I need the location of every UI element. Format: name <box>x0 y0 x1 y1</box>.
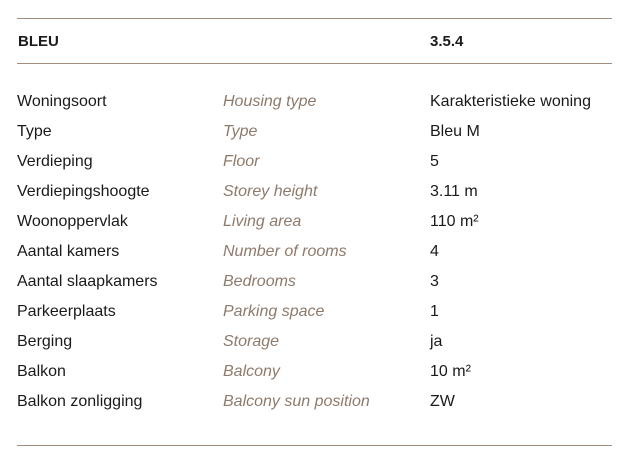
english-label: Housing type <box>223 93 317 110</box>
dutch-label: Verdieping <box>17 153 93 170</box>
spec-value: ZW <box>430 393 455 410</box>
spec-table <box>0 92 629 422</box>
table-row <box>0 302 629 332</box>
spec-value: Karakteristieke woning <box>430 93 591 110</box>
spec-value: 5 <box>430 153 439 170</box>
table-row <box>0 92 629 122</box>
dutch-label: Woningsoort <box>17 93 107 110</box>
bottom-divider <box>17 445 612 446</box>
spec-value: 3 <box>430 273 439 290</box>
spec-value: 10 m² <box>430 363 471 380</box>
english-label: Storage <box>223 333 280 350</box>
spec-value: 4 <box>430 243 439 260</box>
dutch-label: Berging <box>17 333 73 350</box>
english-label: Balcony <box>223 363 280 380</box>
dutch-label: Type <box>17 123 52 140</box>
dutch-label: Verdiepingshoogte <box>17 183 150 200</box>
unit-name: BLEU <box>18 33 59 50</box>
table-row <box>0 332 629 362</box>
english-label: Type <box>223 123 258 140</box>
table-row <box>0 242 629 272</box>
english-label: Balcony sun position <box>223 393 370 410</box>
english-label: Parking space <box>223 303 325 320</box>
dutch-label: Balkon zonligging <box>17 393 143 410</box>
table-row <box>0 212 629 242</box>
table-row <box>0 182 629 212</box>
english-label: Floor <box>223 153 260 170</box>
dutch-label: Aantal slaapkamers <box>17 273 158 290</box>
spec-value: 110 m² <box>430 213 479 230</box>
unit-code: 3.5.4 <box>430 33 464 50</box>
spec-value: Bleu M <box>430 123 480 140</box>
top-divider <box>17 18 612 19</box>
table-row <box>0 392 629 422</box>
spec-value: 1 <box>430 303 439 320</box>
table-row <box>0 122 629 152</box>
table-row <box>0 362 629 392</box>
english-label: Number of rooms <box>223 243 347 260</box>
dutch-label: Aantal kamers <box>17 243 120 260</box>
english-label: Living area <box>223 213 302 230</box>
spec-value: ja <box>430 333 443 350</box>
english-label: Bedrooms <box>223 273 296 290</box>
spec-header <box>0 33 629 53</box>
table-row <box>0 272 629 302</box>
dutch-label: Woonoppervlak <box>17 213 128 230</box>
dutch-label: Balkon <box>17 363 66 380</box>
english-label: Storey height <box>223 183 318 200</box>
table-row <box>0 152 629 182</box>
dutch-label: Parkeerplaats <box>17 303 116 320</box>
header-divider <box>17 63 612 64</box>
spec-value: 3.11 m <box>430 183 478 200</box>
